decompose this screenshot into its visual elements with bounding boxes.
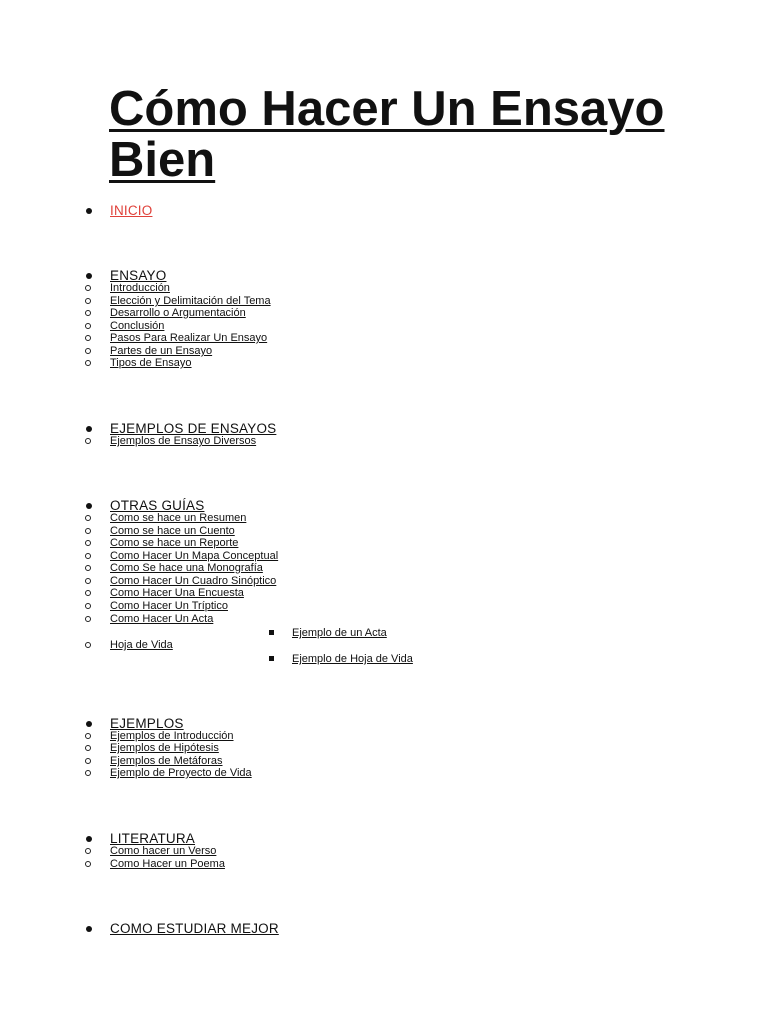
circle-bullet-icon [85,360,91,366]
circle-bullet-icon [85,310,91,316]
guias-item-monografia[interactable]: Como Se hace una Monografía [110,562,263,574]
circle-bullet-icon [85,616,91,622]
guias-subitem-ejemplo-hoja-de-vida[interactable]: Ejemplo de Hoja de Vida [292,653,413,665]
nav-ensayo-link[interactable]: ENSAYO [110,268,167,283]
square-bullet-icon [269,656,274,661]
circle-bullet-icon [85,642,91,648]
circle-bullet-icon [85,298,91,304]
bullet-icon [86,273,92,279]
guias-item-mapa-conceptual[interactable]: Como Hacer Un Mapa Conceptual [110,550,279,562]
circle-bullet-icon [85,540,91,546]
circle-bullet-icon [85,553,91,559]
circle-bullet-icon [85,590,91,596]
circle-bullet-icon [85,565,91,571]
guias-subitem-ejemplo-acta[interactable]: Ejemplo de un Acta [292,627,387,639]
circle-bullet-icon [85,770,91,776]
circle-bullet-icon [85,861,91,867]
guias-item-resumen[interactable]: Como se hace un Resumen [110,512,247,524]
bullet-icon [86,426,92,432]
guias-item-triptico[interactable]: Como Hacer Un Tríptico [110,600,228,612]
circle-bullet-icon [85,528,91,534]
ensayo-item-tipos[interactable]: Tipos de Ensayo [110,357,192,369]
circle-bullet-icon [85,335,91,341]
bullet-icon [86,721,92,727]
circle-bullet-icon [85,515,91,521]
bullet-icon [86,926,92,932]
guias-item-acta[interactable]: Como Hacer Un Acta [110,613,214,625]
bullet-icon [86,208,92,214]
nav-ejemplos-de-ensayos-link[interactable]: EJEMPLOS DE ENSAYOS [110,421,277,436]
ejemplos-item-introduccion[interactable]: Ejemplos de Introducción [110,730,234,742]
guias-item-hoja-de-vida[interactable]: Hoja de Vida [110,639,173,651]
guias-item-cuento[interactable]: Como se hace un Cuento [110,525,235,537]
ejemplos-item-hipotesis[interactable]: Ejemplos de Hipótesis [110,742,219,754]
nav-literatura-link[interactable]: LITERATURA [110,831,196,846]
bullet-icon [86,836,92,842]
ejemplos-item-metaforas[interactable]: Ejemplos de Metáforas [110,755,223,767]
nav-inicio-link[interactable]: INICIO [110,203,153,218]
circle-bullet-icon [85,323,91,329]
guias-item-cuadro-sinoptico[interactable]: Como Hacer Un Cuadro Sinóptico [110,575,277,587]
ensayo-item-eleccion[interactable]: Elección y Delimitación del Tema [110,295,271,307]
page-title: Cómo Hacer Un Ensayo Bien [109,82,665,187]
ensayo-item-conclusion[interactable]: Conclusión [110,320,165,332]
ensayo-item-pasos[interactable]: Pasos Para Realizar Un Ensayo [110,332,268,344]
circle-bullet-icon [85,578,91,584]
circle-bullet-icon [85,603,91,609]
ejemplos-item-proyecto-de-vida[interactable]: Ejemplo de Proyecto de Vida [110,767,252,779]
ensayo-item-introduccion[interactable]: Introducción [110,282,170,294]
circle-bullet-icon [85,733,91,739]
ensayo-item-desarrollo[interactable]: Desarrollo o Argumentación [110,307,246,319]
literatura-item-poema[interactable]: Como Hacer un Poema [110,858,225,870]
guias-item-reporte[interactable]: Como se hace un Reporte [110,537,239,549]
bullet-icon [86,503,92,509]
circle-bullet-icon [85,745,91,751]
literatura-item-verso[interactable]: Como hacer un Verso [110,845,217,857]
circle-bullet-icon [85,438,91,444]
circle-bullet-icon [85,348,91,354]
nav-como-estudiar-mejor-link[interactable]: COMO ESTUDIAR MEJOR [110,921,279,936]
square-bullet-icon [269,630,274,635]
ensayo-item-partes[interactable]: Partes de un Ensayo [110,345,213,357]
circle-bullet-icon [85,285,91,291]
circle-bullet-icon [85,758,91,764]
nav-ejemplos-link[interactable]: EJEMPLOS [110,716,184,731]
nav-otras-guias-link[interactable]: OTRAS GUÍAS [110,498,205,513]
guias-item-encuesta[interactable]: Como Hacer Una Encuesta [110,587,244,599]
circle-bullet-icon [85,848,91,854]
ejemplos-ensayo-item-diversos[interactable]: Ejemplos de Ensayo Diversos [110,435,257,447]
